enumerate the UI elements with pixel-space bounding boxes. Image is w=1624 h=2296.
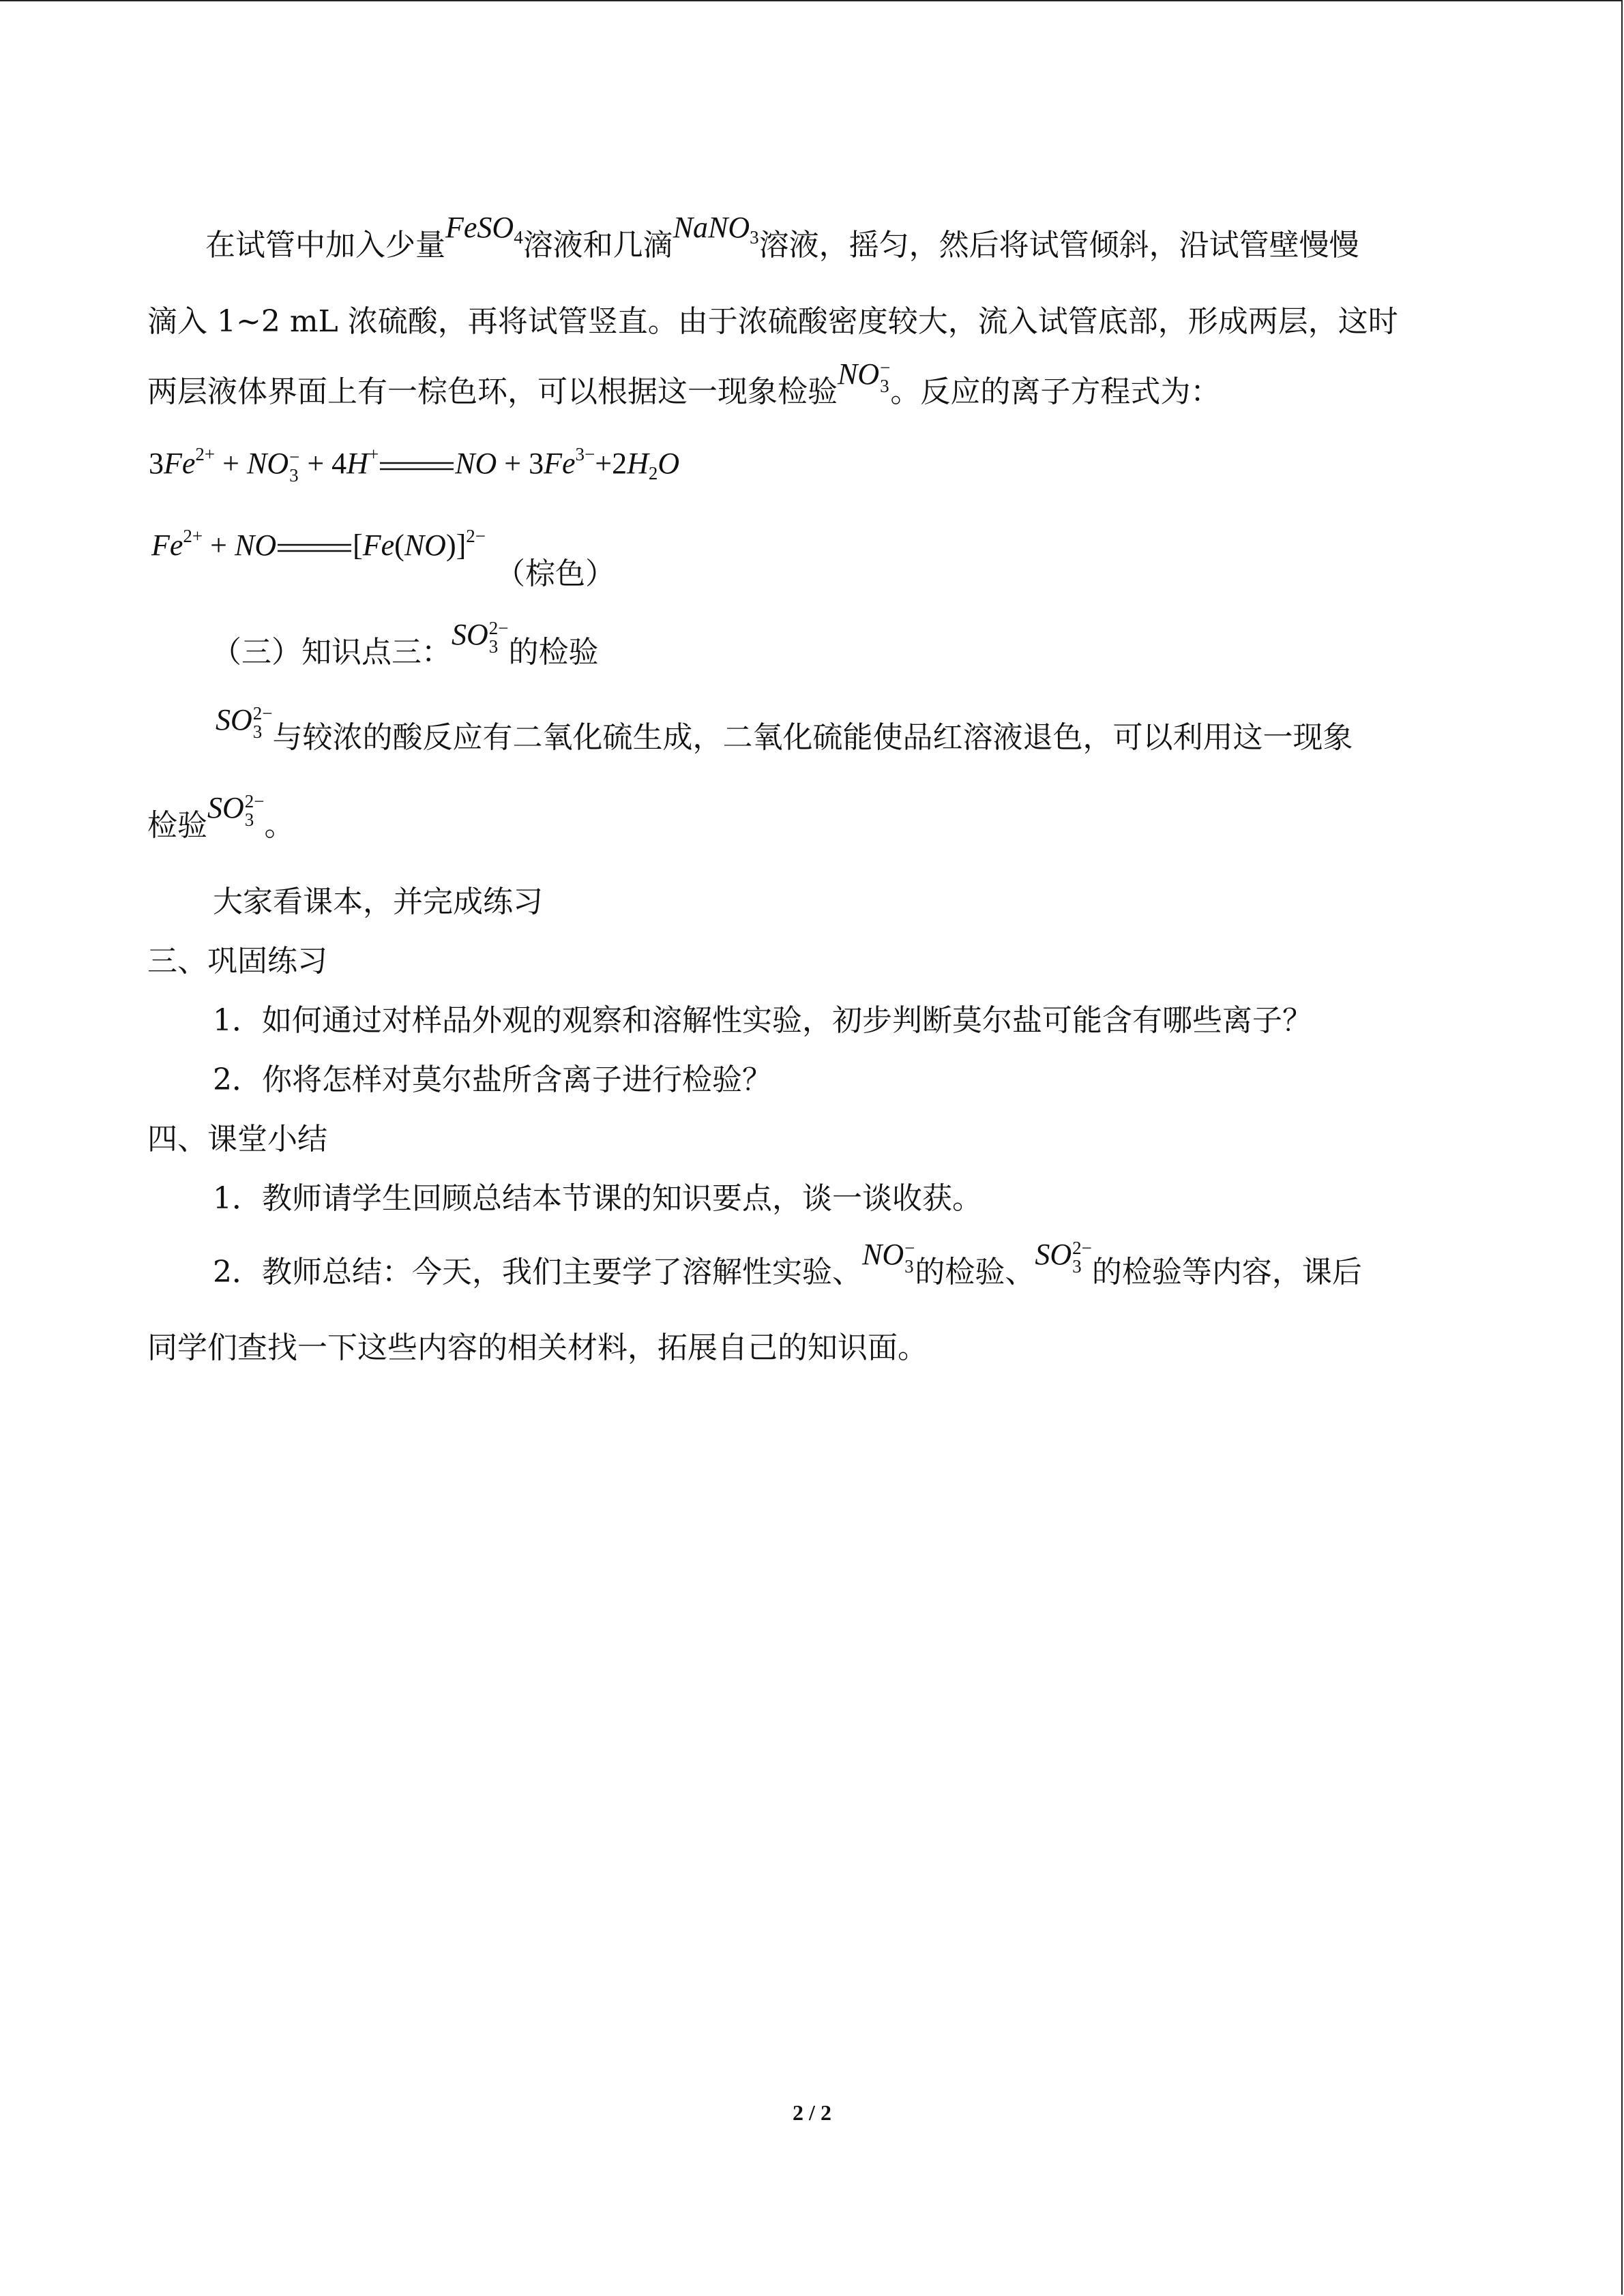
formula-no3: NO − 3	[862, 1237, 915, 1277]
section-4-title: 四、课堂小结	[147, 1122, 327, 1157]
para1-line3: 两层液体界面上有一棕色环，可以根据这一现象检验NO − 3 。反应的离子方程式为：	[147, 372, 1484, 413]
formula-feso4: FeSO$_4$	[445, 211, 523, 248]
summary-1: 1．教师请学生回顾总结本节课的知识要点，谈一谈收获。	[213, 1181, 982, 1216]
para2-line2: 检验SO 2− 3 。	[147, 805, 1484, 847]
exercise-1: 1．如何通过对样品外观的观察和溶解性实验，初步判断莫尔盐可能含有哪些离子？	[213, 1003, 1312, 1038]
section-3-title: 三、巩固练习	[147, 944, 327, 979]
brown-color-note: （棕色）	[495, 556, 615, 591]
para1-line1: 在试管中加入少量FeSO$_4$溶液和几滴NaNO$_3$溶液，摇匀，然后将试管倾斜，沿试管壁慢慢	[147, 225, 1484, 269]
formula-nano3: NaNO$_3$	[673, 211, 759, 248]
para1-line2: 滴入 1~2 mL 浓硫酸，再将试管竖直。由于浓硫酸密度较大，流入试管底部，形成两层，这时	[147, 304, 1398, 339]
knowledge-point-3: （三）知识点三：SO 2− 3 的检验	[211, 632, 1548, 674]
para2-line1: SO 2− 3 与较浓的酸反应有二氧化硫生成，二氧化硫能使品红溶液退色，可以利用这一现象	[216, 717, 1552, 759]
page-number: 2 / 2	[793, 2100, 831, 2125]
formula-so3: SO 2− 3	[452, 617, 509, 657]
double-equal-sign	[379, 460, 455, 473]
ionic-equation-1: $3Fe^{2+}$ + NO − 3 + 4H+ NO + $3Fe^{3-}+2H_2O$	[149, 444, 680, 486]
summary-2-line2: 同学们查找一下这些内容的相关材料，拓展自己的知识面。	[147, 1330, 928, 1365]
formula-no3: NO − 3	[838, 357, 891, 396]
summary-2-line1: 2．教师总结：今天，我们主要学了溶解性实验、NO − 3 的检验、SO 2− 3 的检验等内容，课后	[213, 1252, 1550, 1294]
read-textbook-line: 大家看课本，并完成练习	[213, 884, 543, 919]
formula-so3: SO 2− 3	[216, 702, 273, 742]
formula-so3: SO 2− 3	[1035, 1237, 1092, 1277]
formula-so3: SO 2− 3	[207, 790, 265, 830]
exercise-2: 2．你将怎样对莫尔盐所含离子进行检验？	[213, 1062, 772, 1097]
ionic-equation-2: $Fe^{2+}$ + NO $[Fe(NO)]^{2-}$	[151, 526, 486, 562]
double-equal-sign	[276, 541, 353, 555]
